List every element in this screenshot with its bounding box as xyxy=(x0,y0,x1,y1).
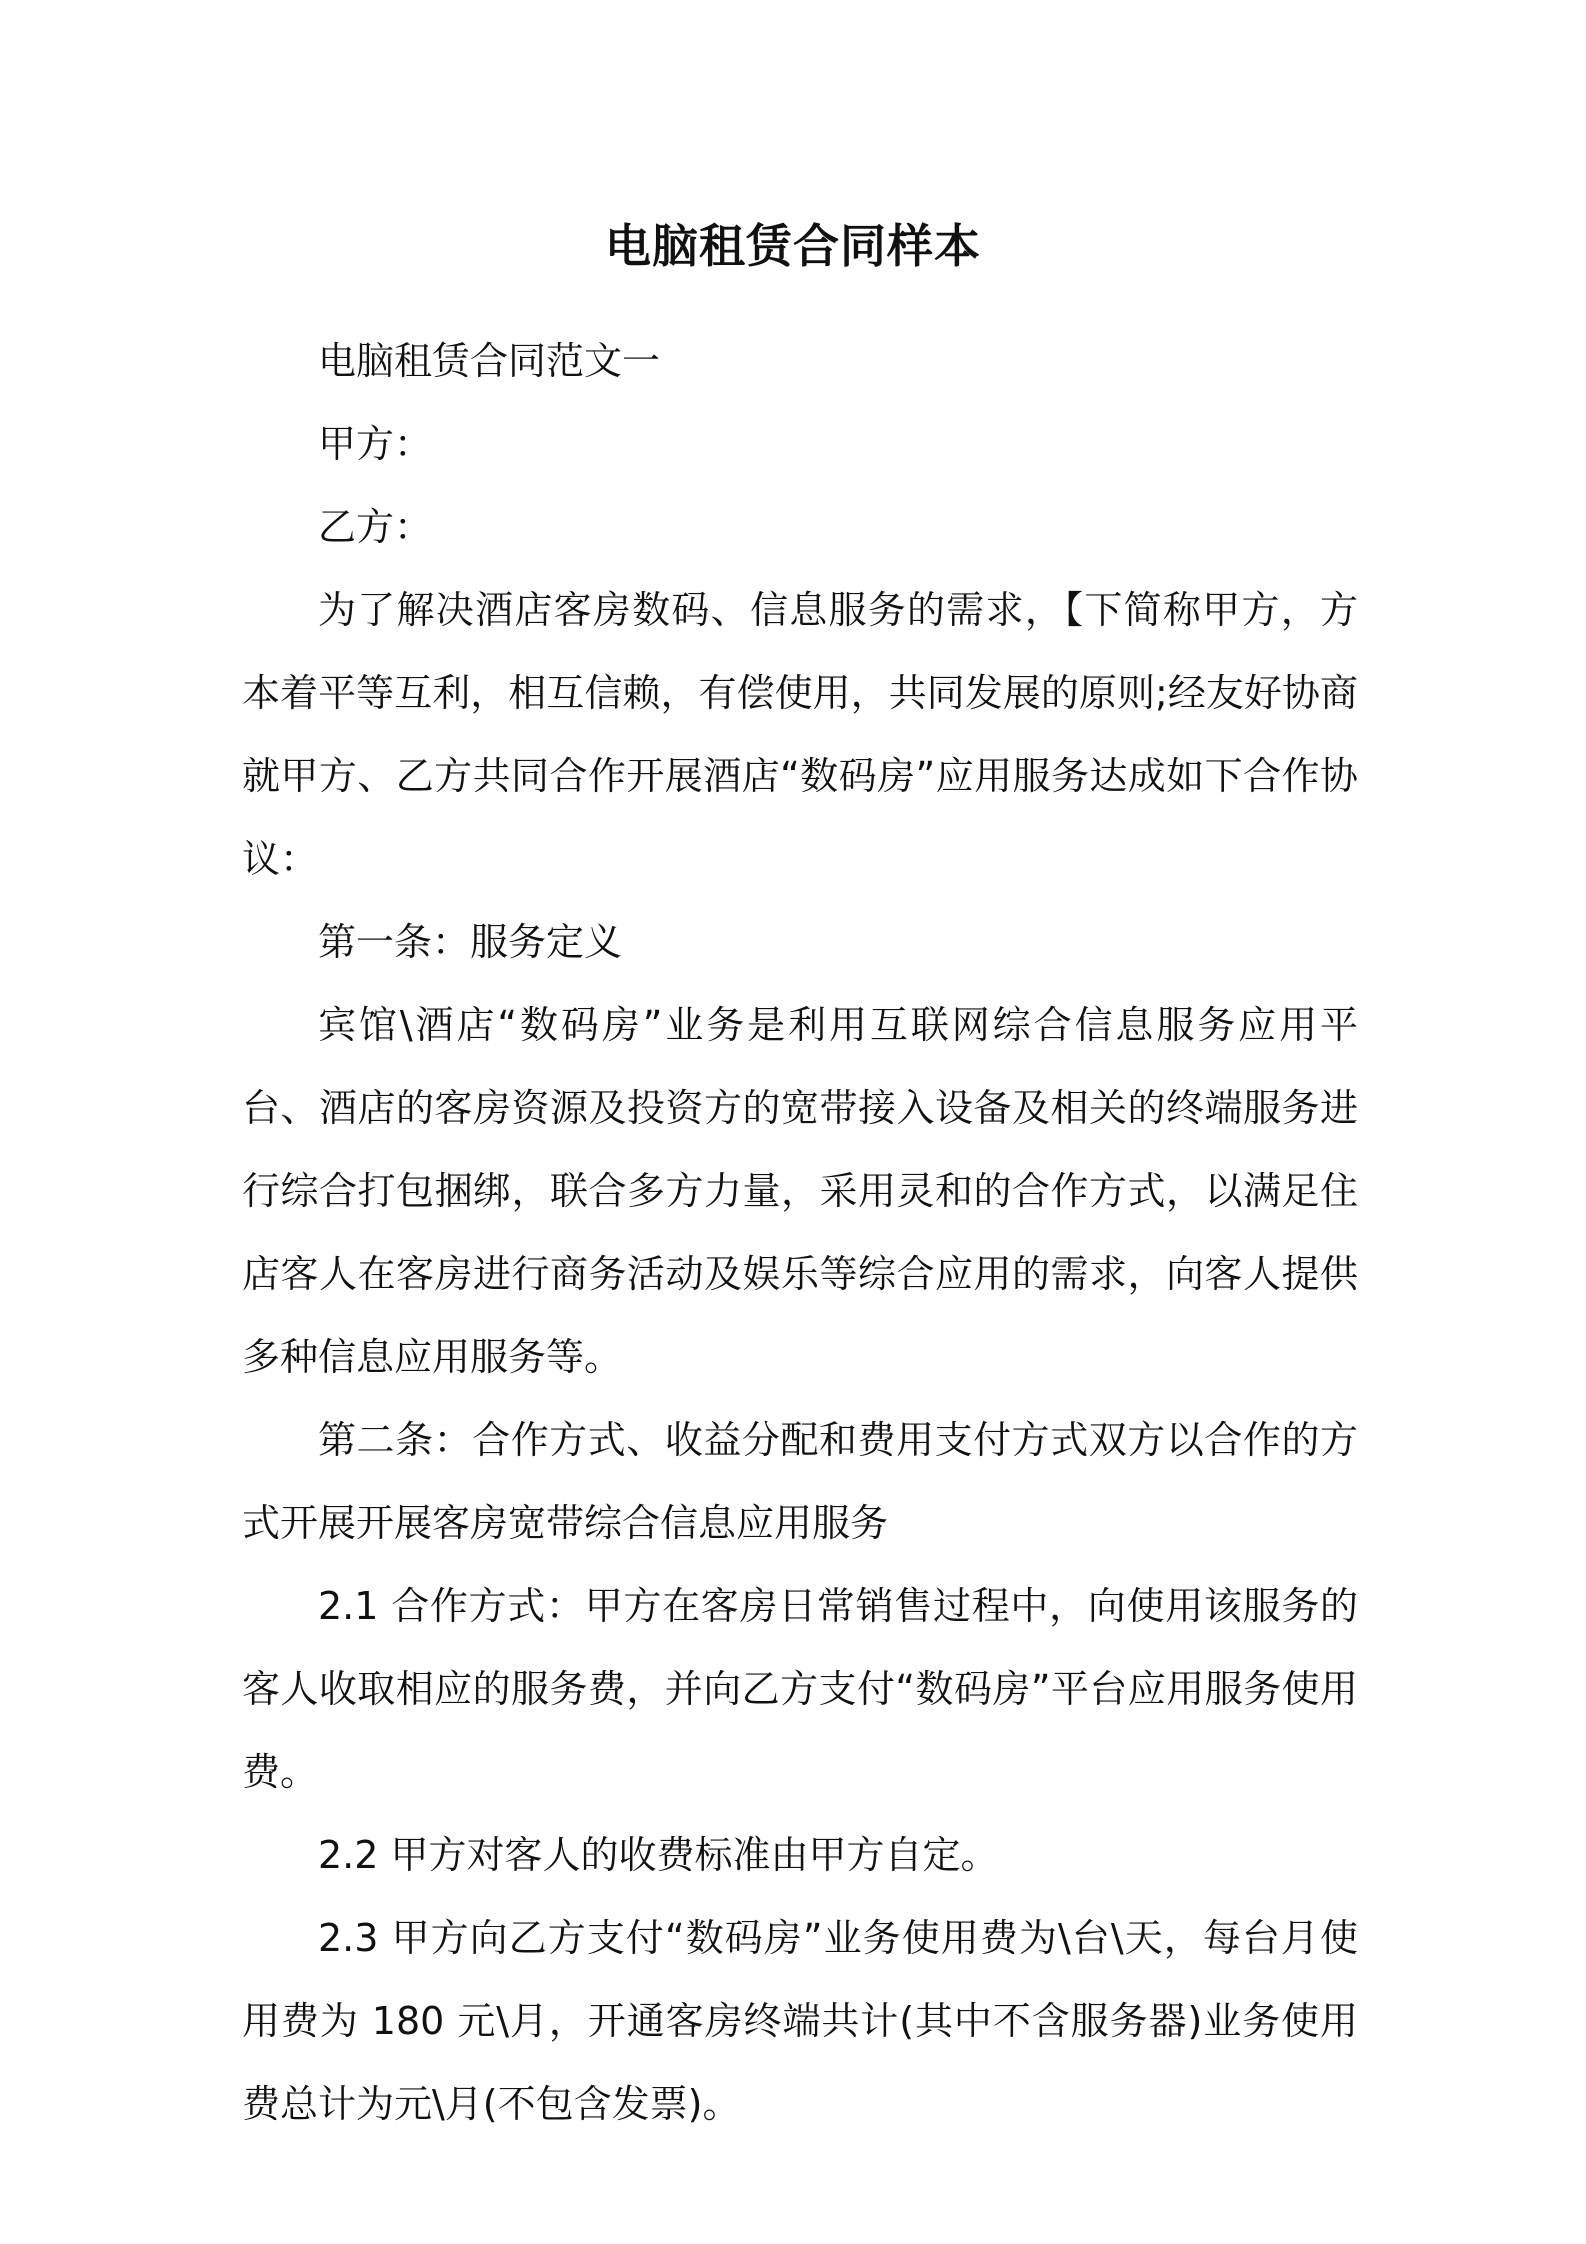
party-b-line: 乙方： xyxy=(318,505,433,549)
clause-2-1: 2.1 合作方式：甲方在客房日常销售过程中，向使用该服务的客人收取相应的服务费，并向乙方支付“数码房”平台应用服务使用费。 xyxy=(242,1584,1358,1794)
article-one-heading: 第一条：服务定义 xyxy=(318,920,623,964)
party-a-line: 甲方： xyxy=(318,422,433,466)
document-body xyxy=(242,320,1358,2146)
service-definition-paragraph: 宾馆\酒店“数码房”业务是利用互联网综合信息服务应用平台、酒店的客房资源及投资方的宽带接入设备及相关的终端服务进行综合打包捆绑，联合多方力量，采用灵和的合作方式，以满足住店客人在客房进行商务活动及娱乐等综合应用的需求，向客人提供多种信息应用服务等。 xyxy=(242,1003,1358,1379)
preamble-paragraph: 为了解决酒店客房数码、信息服务的需求，【下简称甲方，方本着平等互利，相互信赖，有偿使用，共同发展的原则;经友好协商就甲方、乙方共同合作开展酒店“数码房”应用服务达成如下合作协议： xyxy=(242,588,1358,881)
section-heading: 电脑租赁合同范文一 xyxy=(318,339,661,383)
document-title: 电脑租赁合同样本 xyxy=(605,219,981,273)
clause-2-2: 2.2 甲方对客人的收费标准由甲方自定。 xyxy=(318,1833,999,1877)
clause-2-3: 2.3 甲方向乙方支付“数码房”业务使用费为\台\天，每台月使用费为 180 元\月，开通客房终端共计(其中不含服务器)业务使用费总计为元\月(不包含发票)。 xyxy=(242,1916,1358,2126)
article-two-paragraph: 第二条：合作方式、收益分配和费用支付方式双方以合作的方式开展开展客房宽带综合信息应用服务 xyxy=(242,1418,1358,1545)
